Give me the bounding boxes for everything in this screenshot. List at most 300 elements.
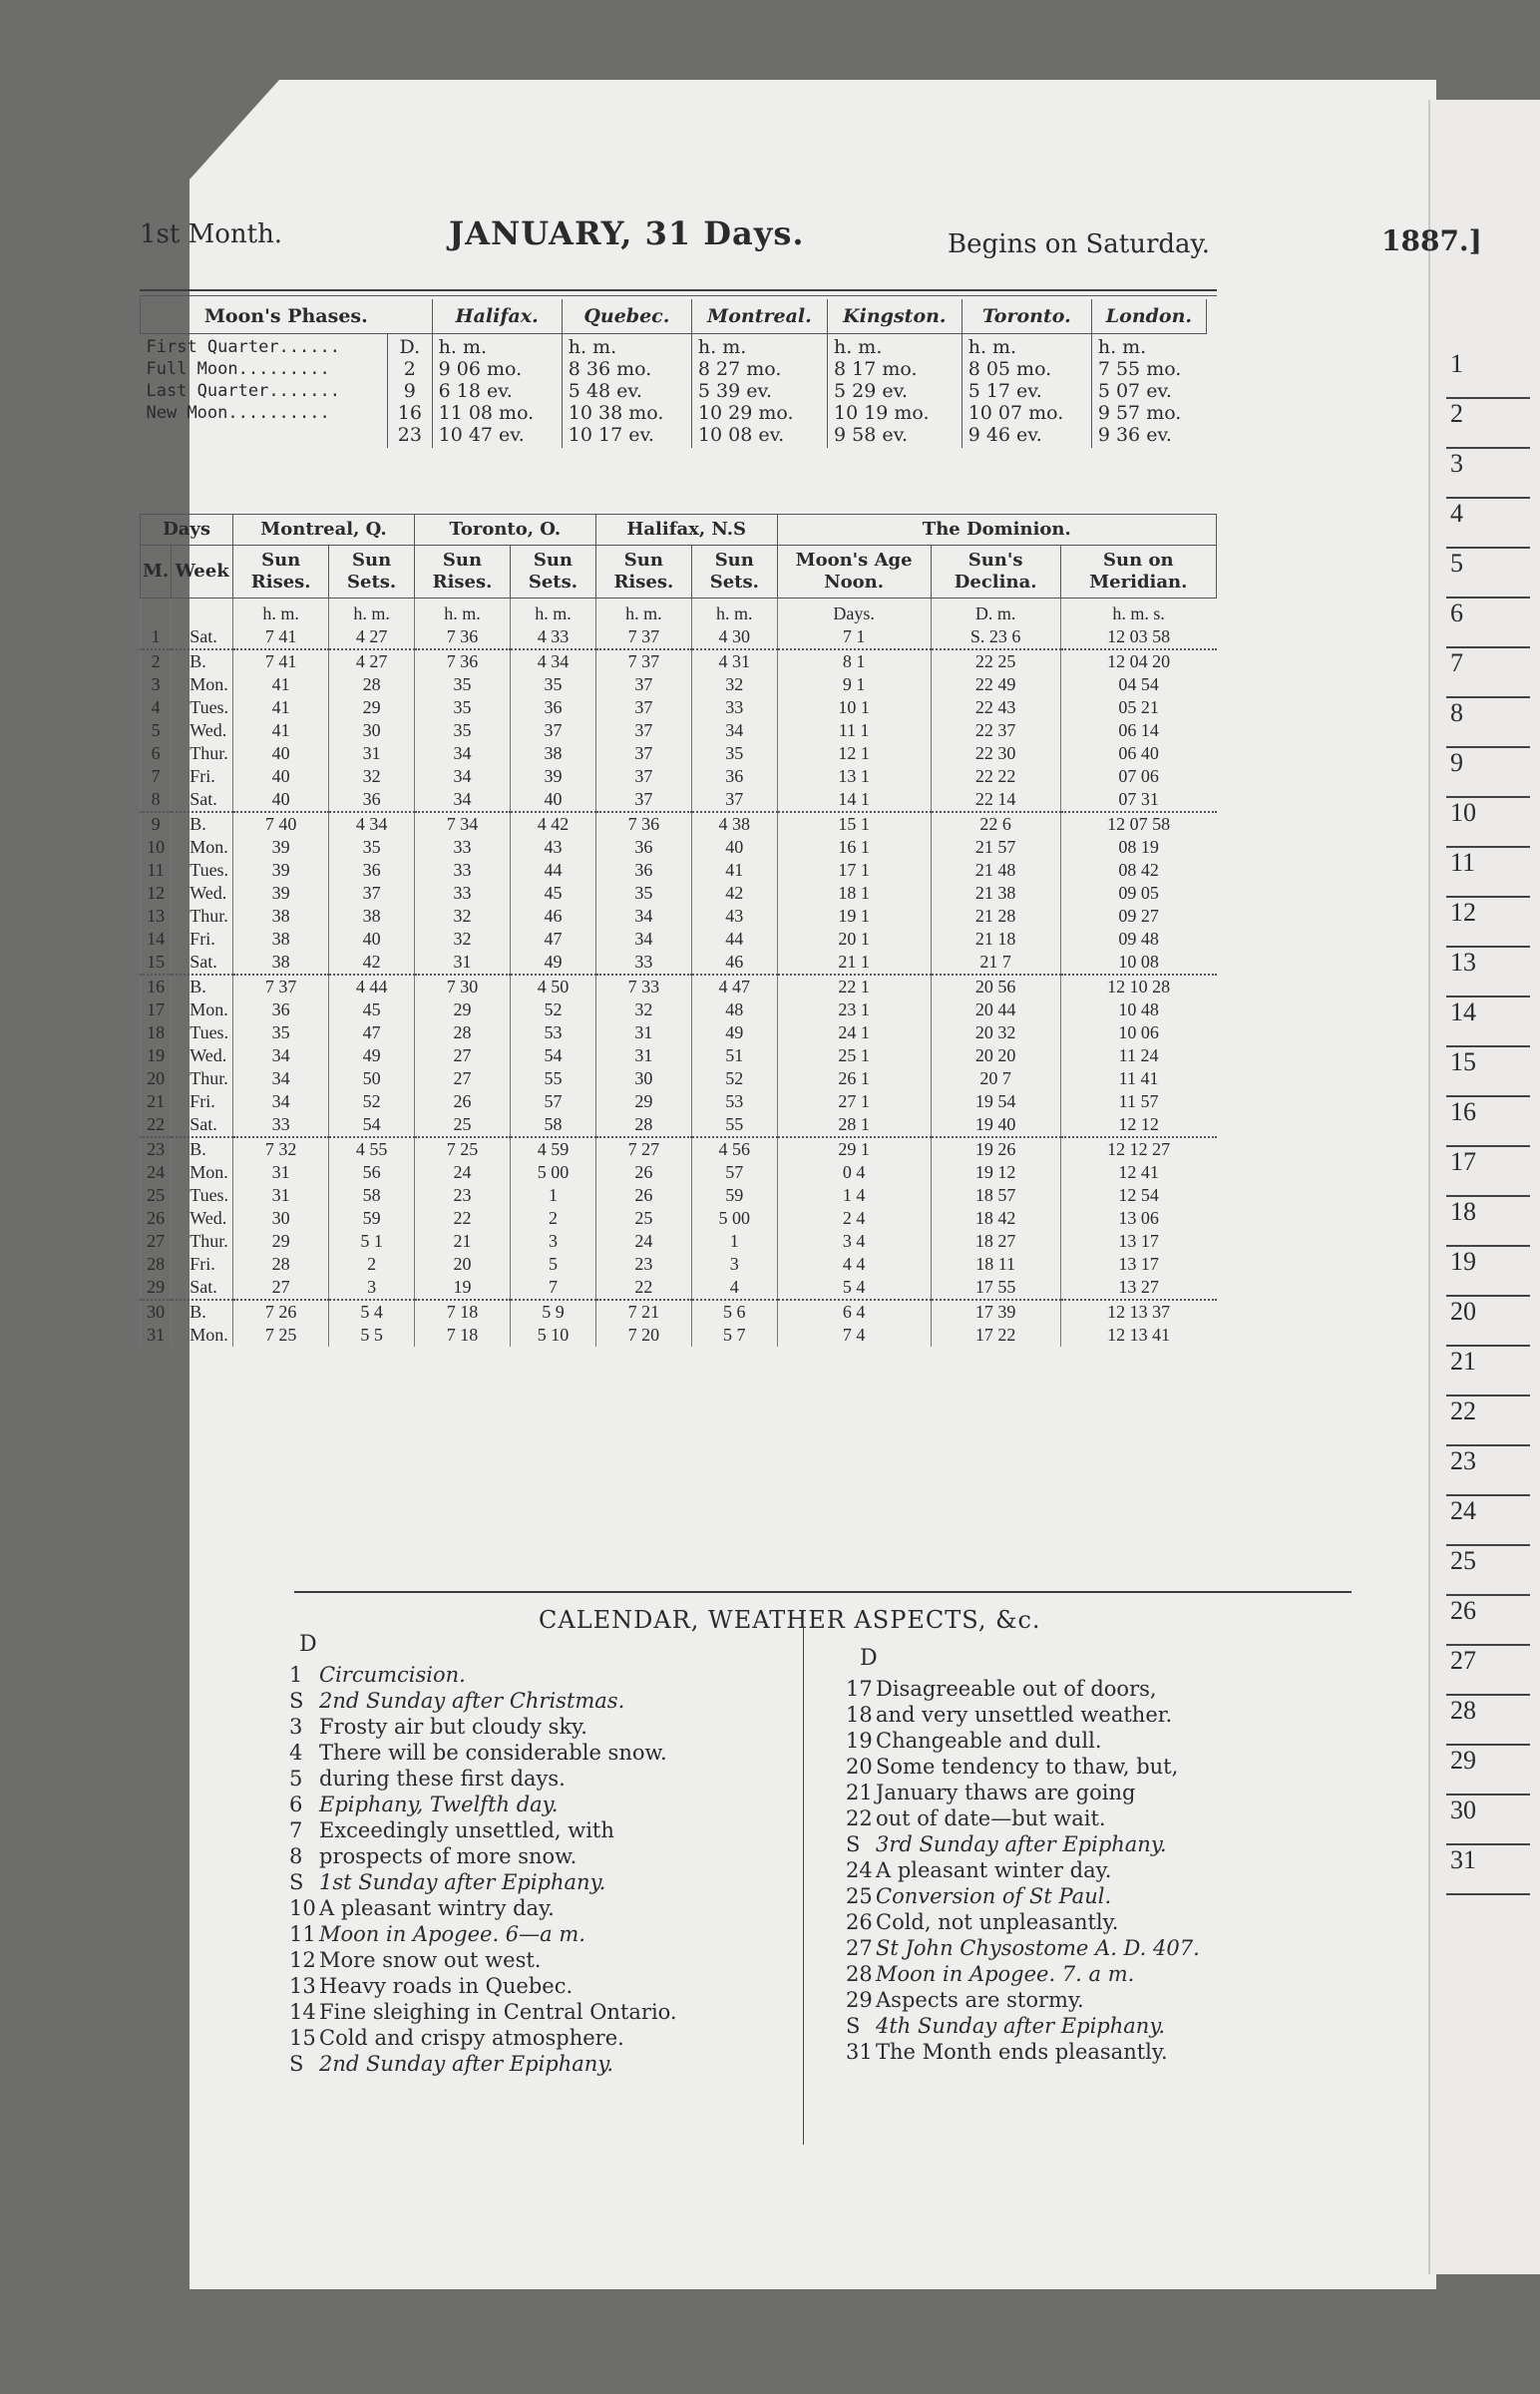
- calendar-entry: [289, 1921, 677, 1947]
- table-cell: 27: [414, 1044, 510, 1067]
- table-cell: 38: [233, 951, 329, 975]
- table-cell: 43: [511, 836, 596, 859]
- facing-day-number: 28: [1446, 1696, 1530, 1746]
- calendar-text: Aspects are stormy.: [876, 1988, 1084, 2012]
- facing-day-number: 19: [1446, 1247, 1530, 1297]
- table-cell: 33: [414, 859, 510, 882]
- calendar-day: 5: [289, 1767, 303, 1791]
- calendar-day: 29: [846, 1988, 873, 2012]
- table-cell: 58: [329, 1184, 415, 1207]
- facing-day-number: 21: [1446, 1347, 1530, 1396]
- table-cell: 11 41: [1060, 1067, 1216, 1090]
- table-cell: 19 26: [931, 1137, 1060, 1161]
- table-cell: 22: [414, 1207, 510, 1230]
- meridian-heading: Sun on Meridian.: [1060, 546, 1216, 598]
- calendar-entry: [846, 1805, 1200, 1831]
- table-cell: 57: [511, 1090, 596, 1113]
- table-cell: 34: [233, 1067, 329, 1090]
- table-cell: 22 25: [931, 649, 1060, 673]
- table-row: [141, 812, 1217, 836]
- halifax-heading: Halifax, N.S: [595, 515, 777, 546]
- table-cell: 5 4: [329, 1300, 415, 1324]
- table-cell: 2 4: [777, 1207, 931, 1230]
- table-cell: 11 24: [1060, 1044, 1216, 1067]
- phase-time: 9 36 ev.: [1097, 424, 1172, 446]
- phase-time: 9 58 ev.: [833, 424, 909, 446]
- table-cell: 19 54: [931, 1090, 1060, 1113]
- phase-time: 9 57 mo.: [1097, 402, 1182, 424]
- table-cell: 13 17: [1060, 1253, 1216, 1276]
- calendar-day: 31: [846, 2040, 873, 2064]
- table-cell: 18 27: [931, 1230, 1060, 1253]
- month-label: 1st Month.: [140, 219, 283, 249]
- calendar-entry: [846, 1754, 1200, 1780]
- table-cell: 21 48: [931, 859, 1060, 882]
- page-title: JANUARY, 31 Days.: [449, 214, 805, 252]
- table-cell: 51: [691, 1044, 777, 1067]
- unit-cell: h. m.: [233, 598, 329, 626]
- sun-sets-heading: Sun Sets.: [511, 546, 596, 598]
- table-row: [141, 1230, 1217, 1253]
- calendar-entry: [289, 2025, 677, 2051]
- table-cell: 1: [691, 1230, 777, 1253]
- table-cell: 10 08: [1060, 951, 1216, 975]
- table-cell: 47: [511, 928, 596, 951]
- table-cell: 7 25: [233, 1324, 329, 1347]
- facing-day-number: 16: [1446, 1097, 1530, 1147]
- table-cell: 21 18: [931, 928, 1060, 951]
- calendar-entry: [846, 1728, 1200, 1754]
- phase-time: 10 07 mo.: [967, 402, 1064, 424]
- table-cell: 3: [511, 1230, 596, 1253]
- table-cell: 23: [141, 1137, 172, 1161]
- table-cell: 5 9: [511, 1300, 596, 1324]
- table-cell: 29: [414, 998, 510, 1021]
- table-cell: Fri.: [172, 1253, 233, 1276]
- table-cell: 34: [414, 788, 510, 812]
- moon-phases-table: [140, 299, 1207, 448]
- table-cell: 52: [329, 1090, 415, 1113]
- declination-heading: Sun's Declina.: [931, 546, 1060, 598]
- table-cell: 19 40: [931, 1113, 1060, 1137]
- calendar-entry: [289, 1843, 677, 1869]
- calendar-day: 13: [289, 1974, 316, 1998]
- phase-name: New Moon..........: [146, 403, 330, 423]
- table-row: [141, 765, 1217, 788]
- table-cell: 9 1: [777, 673, 931, 696]
- table-cell: 27: [233, 1276, 329, 1300]
- table-cell: 07 06: [1060, 765, 1216, 788]
- unit-cell: Days.: [777, 598, 931, 626]
- phase-time: 11 08 mo.: [438, 402, 535, 424]
- facing-day-number: 11: [1446, 848, 1530, 898]
- table-cell: 53: [511, 1021, 596, 1044]
- facing-day-number: 1: [1446, 349, 1530, 399]
- table-cell: 32: [329, 765, 415, 788]
- table-row: [141, 998, 1217, 1021]
- table-cell: 26 1: [777, 1067, 931, 1090]
- sun-moon-table: [140, 514, 1217, 1347]
- calendar-entry: [289, 1973, 677, 1999]
- table-cell: 18 11: [931, 1253, 1060, 1276]
- phase-name: First Quarter......: [146, 337, 340, 357]
- montreal-heading: Montreal, Q.: [233, 515, 415, 546]
- table-cell: 9: [141, 812, 172, 836]
- calendar-day: S: [846, 1832, 861, 1856]
- calendar-entry: [289, 1688, 677, 1714]
- calendar-d-label: D: [860, 1646, 878, 1671]
- table-cell: 4 59: [511, 1137, 596, 1161]
- calendar-day: 11: [289, 1922, 316, 1946]
- table-cell: 4 34: [511, 649, 596, 673]
- table-row: [141, 905, 1217, 928]
- table-cell: 7 4: [777, 1324, 931, 1347]
- phase-time: 6 18 ev.: [438, 380, 513, 402]
- table-cell: 18 57: [931, 1184, 1060, 1207]
- table-cell: 12 03 58: [1060, 625, 1216, 649]
- table-cell: 55: [691, 1113, 777, 1137]
- table-cell: 34: [233, 1044, 329, 1067]
- calendar-entry: [289, 2051, 677, 2077]
- city-heading: Kingston.: [827, 299, 962, 334]
- table-cell: B.: [172, 1137, 233, 1161]
- table-row: [141, 625, 1217, 649]
- table-cell: 39: [233, 836, 329, 859]
- table-cell: 37: [595, 673, 691, 696]
- table-cell: 7 36: [414, 625, 510, 649]
- table-cell: 4 56: [691, 1137, 777, 1161]
- table-cell: 24 1: [777, 1021, 931, 1044]
- calendar-entry: [846, 2013, 1200, 2039]
- table-cell: 13 27: [1060, 1276, 1216, 1300]
- table-cell: 35: [414, 696, 510, 719]
- table-cell: 4 55: [329, 1137, 415, 1161]
- days-heading: Days: [141, 515, 233, 546]
- calendar-entry: [289, 1895, 677, 1921]
- facing-day-number: 10: [1446, 798, 1530, 848]
- facing-day-number: 26: [1446, 1596, 1530, 1646]
- calendar-text: Heavy roads in Quebec.: [319, 1974, 574, 1998]
- table-cell: 37: [595, 719, 691, 742]
- facing-day-number: 15: [1446, 1047, 1530, 1097]
- city-heading: Quebec.: [562, 299, 691, 334]
- table-cell: 20 20: [931, 1044, 1060, 1067]
- table-cell: 21 1: [777, 951, 931, 975]
- table-cell: 5 1: [329, 1230, 415, 1253]
- calendar-day: 21: [846, 1781, 873, 1804]
- calendar-text: Changeable and dull.: [876, 1729, 1102, 1753]
- table-cell: 22 1: [777, 975, 931, 998]
- unit-cell: h. m. s.: [1060, 598, 1216, 626]
- calendar-text: Epiphany, Twelfth day.: [319, 1793, 559, 1816]
- table-cell: 4 30: [691, 625, 777, 649]
- phase-time: 8 17 mo.: [833, 358, 918, 380]
- city-times-cell: [691, 334, 827, 449]
- page-header: [140, 145, 1482, 259]
- calendar-entry: [846, 1780, 1200, 1805]
- calendar-entry: [846, 1883, 1200, 1909]
- table-cell: 37: [691, 788, 777, 812]
- calendar-text: out of date—but wait.: [876, 1806, 1106, 1830]
- calendar-entry: [846, 1857, 1200, 1883]
- table-row: [141, 951, 1217, 975]
- phase-time: 5 39 ev.: [697, 380, 773, 402]
- table-cell: 7 18: [414, 1300, 510, 1324]
- hm-label: h. m.: [967, 336, 1017, 358]
- table-cell: 32: [414, 905, 510, 928]
- table-cell: 7: [511, 1276, 596, 1300]
- table-cell: 37: [595, 742, 691, 765]
- table-row: [141, 1300, 1217, 1324]
- table-cell: 5: [141, 719, 172, 742]
- facing-day-number: 5: [1446, 549, 1530, 598]
- moon-phases-heading: Moon's Phases.: [141, 299, 433, 334]
- calendar-right-column: [846, 1676, 1200, 2065]
- table-cell: 21: [414, 1230, 510, 1253]
- facing-day-number: 6: [1446, 598, 1530, 648]
- calendar-entry: [289, 1662, 677, 1688]
- hm-label: h. m.: [1097, 336, 1147, 358]
- table-cell: Tues.: [172, 1021, 233, 1044]
- table-cell: 3 4: [777, 1230, 931, 1253]
- table-cell: 29: [595, 1090, 691, 1113]
- table-cell: 29 1: [777, 1137, 931, 1161]
- table-cell: 5 6: [691, 1300, 777, 1324]
- table-cell: 30: [595, 1067, 691, 1090]
- calendar-day: 22: [846, 1806, 873, 1830]
- calendar-day: 17: [846, 1677, 873, 1701]
- table-cell: 8 1: [777, 649, 931, 673]
- facing-page-day-numbers: [1446, 349, 1530, 1895]
- table-row: [141, 1090, 1217, 1113]
- table-cell: 7 37: [595, 625, 691, 649]
- table-cell: 37: [511, 719, 596, 742]
- hm-label: h. m.: [697, 336, 747, 358]
- city-heading: Toronto.: [962, 299, 1091, 334]
- table-cell: 1: [511, 1184, 596, 1207]
- table-cell: 31: [595, 1021, 691, 1044]
- table-cell: 21 38: [931, 882, 1060, 905]
- table-cell: 28: [329, 673, 415, 696]
- table-cell: 52: [691, 1067, 777, 1090]
- calendar-day: 12: [289, 1948, 316, 1972]
- city-times-cell: [827, 334, 962, 449]
- calendar-day: S: [846, 2014, 861, 2038]
- facing-day-number: 23: [1446, 1446, 1530, 1496]
- table-cell: 47: [329, 1021, 415, 1044]
- calendar-text: More snow out west.: [319, 1948, 542, 1972]
- table-cell: 28: [141, 1253, 172, 1276]
- table-cell: 53: [691, 1090, 777, 1113]
- table-cell: 18 1: [777, 882, 931, 905]
- table-cell: 16 1: [777, 836, 931, 859]
- table-cell: 07 31: [1060, 788, 1216, 812]
- sun-rises-heading: Sun Rises.: [414, 546, 510, 598]
- table-cell: 7 36: [414, 649, 510, 673]
- table-cell: 12: [141, 882, 172, 905]
- table-cell: 31: [595, 1044, 691, 1067]
- calendar-text: 1st Sunday after Epiphany.: [319, 1870, 606, 1894]
- table-cell: 04 54: [1060, 673, 1216, 696]
- calendar-entry: [289, 1869, 677, 1895]
- calendar-day: 28: [846, 1962, 873, 1986]
- table-cell: 4: [691, 1276, 777, 1300]
- facing-day-number: 20: [1446, 1297, 1530, 1347]
- table-cell: 11: [141, 859, 172, 882]
- table-cell: 24: [595, 1230, 691, 1253]
- table-cell: 13 06: [1060, 1207, 1216, 1230]
- calendar-left-column: [289, 1662, 677, 2077]
- phase-day: 23: [397, 424, 422, 446]
- table-cell: 31: [329, 742, 415, 765]
- table-cell: 29: [141, 1276, 172, 1300]
- table-cell: B.: [172, 975, 233, 998]
- calendar-divider: [803, 1626, 804, 2145]
- table-cell: 42: [329, 951, 415, 975]
- calendar-entry: [289, 1740, 677, 1766]
- calendar-entry: [846, 1987, 1200, 2013]
- table-cell: 56: [329, 1161, 415, 1184]
- table-cell: 12 41: [1060, 1161, 1216, 1184]
- sun-sets-heading: Sun Sets.: [691, 546, 777, 598]
- calendar-text: 2nd Sunday after Epiphany.: [319, 2052, 614, 2076]
- calendar-text: 2nd Sunday after Christmas.: [319, 1689, 625, 1713]
- table-cell: 37: [595, 788, 691, 812]
- facing-day-number: 31: [1446, 1845, 1530, 1895]
- table-cell: 31: [233, 1184, 329, 1207]
- table-row: [141, 836, 1217, 859]
- table-cell: 32: [595, 998, 691, 1021]
- table-cell: Sat.: [172, 1113, 233, 1137]
- calendar-text: Cold, not unpleasantly.: [876, 1910, 1119, 1934]
- table-row: [141, 1184, 1217, 1207]
- table-cell: 22 6: [931, 812, 1060, 836]
- table-cell: 46: [511, 905, 596, 928]
- table-row: [141, 1044, 1217, 1067]
- table-cell: 59: [329, 1207, 415, 1230]
- table-cell: 39: [511, 765, 596, 788]
- phase-time: 10 08 ev.: [697, 424, 785, 446]
- table-cell: 3: [329, 1276, 415, 1300]
- table-cell: Wed.: [172, 719, 233, 742]
- table-cell: 4 47: [691, 975, 777, 998]
- table-cell: Tues.: [172, 1184, 233, 1207]
- table-cell: 31: [414, 951, 510, 975]
- calendar-day: 1: [289, 1663, 303, 1687]
- sun-rises-heading: Sun Rises.: [233, 546, 329, 598]
- table-cell: 0 4: [777, 1161, 931, 1184]
- table-cell: Mon.: [172, 1324, 233, 1347]
- phase-time: 8 36 mo.: [568, 358, 652, 380]
- facing-day-number: 29: [1446, 1746, 1530, 1796]
- table-cell: 39: [233, 882, 329, 905]
- table-cell: 20 7: [931, 1067, 1060, 1090]
- table-cell: 25: [595, 1207, 691, 1230]
- phase-day: 2: [403, 358, 416, 380]
- table-cell: 09 27: [1060, 905, 1216, 928]
- table-cell: 4: [141, 696, 172, 719]
- table-cell: 4 38: [691, 812, 777, 836]
- table-cell: 7 26: [233, 1300, 329, 1324]
- calendar-day: 25: [846, 1884, 873, 1908]
- table-row: [141, 696, 1217, 719]
- table-cell: 09 48: [1060, 928, 1216, 951]
- calendar-text: Exceedingly unsettled, with: [319, 1818, 614, 1842]
- calendar-text: Conversion of St Paul.: [876, 1884, 1112, 1908]
- calendar-entry: [289, 1714, 677, 1740]
- calendar-day: 3: [289, 1715, 303, 1739]
- table-cell: 19 1: [777, 905, 931, 928]
- table-cell: 38: [233, 928, 329, 951]
- begins-label: Begins on Saturday.: [948, 229, 1211, 259]
- table-cell: 09 05: [1060, 882, 1216, 905]
- table-cell: 26: [595, 1161, 691, 1184]
- phase-time: 10 38 mo.: [568, 402, 664, 424]
- table-cell: Fri.: [172, 765, 233, 788]
- calendar-text: Circumcision.: [319, 1663, 466, 1687]
- calendar-day: 27: [846, 1936, 873, 1960]
- table-cell: 34: [691, 719, 777, 742]
- table-cell: 10: [141, 836, 172, 859]
- table-cell: 4 34: [329, 812, 415, 836]
- calendar-text: The Month ends pleasantly.: [876, 2040, 1168, 2064]
- table-cell: 5 00: [511, 1161, 596, 1184]
- table-row: [141, 742, 1217, 765]
- table-cell: Mon.: [172, 998, 233, 1021]
- header-rule: [140, 289, 1217, 291]
- table-cell: 32: [414, 928, 510, 951]
- phase-name: Last Quarter.......: [146, 381, 340, 401]
- table-cell: 7 41: [233, 625, 329, 649]
- calendar-text: and very unsettled weather.: [876, 1703, 1173, 1727]
- unit-cell: [172, 598, 233, 626]
- table-cell: 05 21: [1060, 696, 1216, 719]
- facing-day-number: 2: [1446, 399, 1530, 449]
- calendar-entry: [289, 1766, 677, 1792]
- table-cell: 35: [511, 673, 596, 696]
- table-cell: 34: [595, 905, 691, 928]
- phase-time: 5 29 ev.: [833, 380, 909, 402]
- table-cell: 12 1: [777, 742, 931, 765]
- table-cell: 36: [595, 836, 691, 859]
- table-cell: B.: [172, 1300, 233, 1324]
- table-cell: 4 27: [329, 625, 415, 649]
- table-cell: 08 19: [1060, 836, 1216, 859]
- table-cell: 33: [414, 836, 510, 859]
- table-cell: 7 37: [233, 975, 329, 998]
- table-cell: 28: [233, 1253, 329, 1276]
- table-cell: 20: [414, 1253, 510, 1276]
- table-cell: 45: [511, 882, 596, 905]
- city-heading: Montreal.: [691, 299, 827, 334]
- table-cell: 13 1: [777, 765, 931, 788]
- phase-time: 5 07 ev.: [1097, 380, 1172, 402]
- table-cell: 36: [511, 696, 596, 719]
- calendar-text: There will be considerable snow.: [319, 1741, 667, 1765]
- unit-cell: [141, 598, 172, 626]
- city-times-cell: [562, 334, 691, 449]
- table-cell: 17 22: [931, 1324, 1060, 1347]
- table-cell: 29: [233, 1230, 329, 1253]
- table-cell: B.: [172, 812, 233, 836]
- sun-rises-heading: Sun Rises.: [595, 546, 691, 598]
- table-row: [141, 975, 1217, 998]
- calendar-entry: [846, 1961, 1200, 1987]
- calendar-text: during these first days.: [319, 1767, 566, 1791]
- table-cell: Thur.: [172, 1230, 233, 1253]
- table-row: [141, 719, 1217, 742]
- table-cell: 5 5: [329, 1324, 415, 1347]
